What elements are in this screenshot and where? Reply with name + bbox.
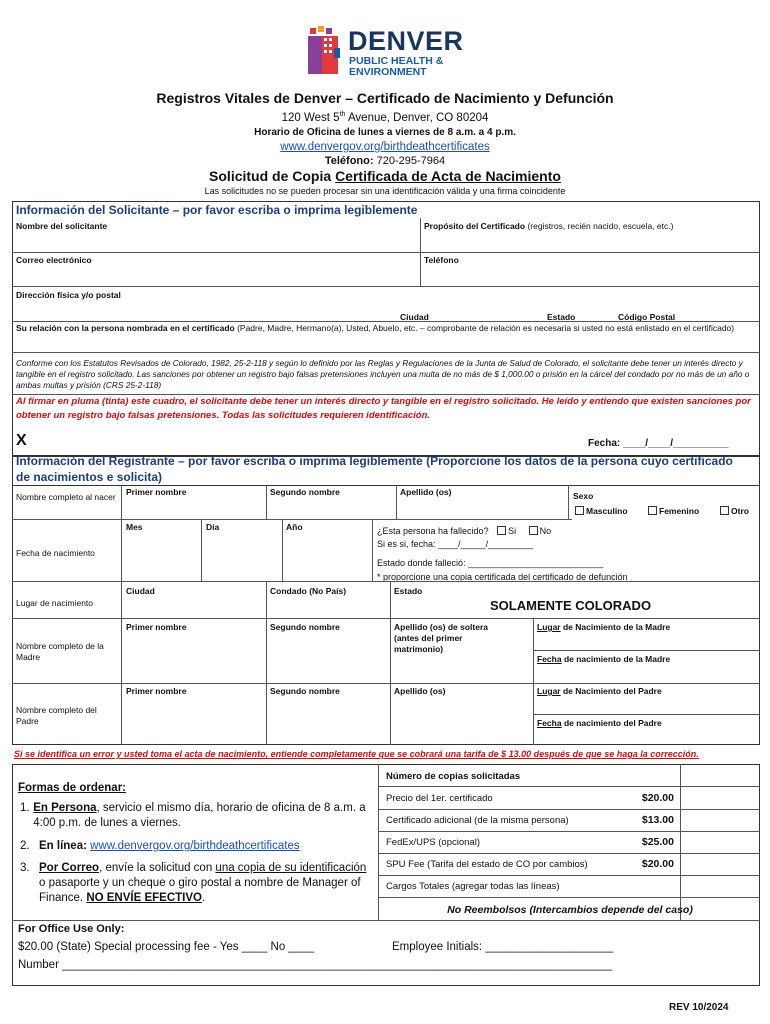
address-label: Dirección física y/o postal [16, 290, 121, 300]
office-number: Number ______________________________________________________________________________________ [18, 959, 613, 971]
death-state[interactable]: Estado donde falleció: ___________________________ [377, 558, 604, 568]
relation-label: Su relación con la persona nombrada en el certificado (Padre, Madre, Hermano(a), Usted, Abuelo, etc. – comprobante de relación es necesaria si usted no está enlistado en el certificado) [16, 323, 735, 333]
sex-label: Sexo [573, 491, 594, 501]
applicant-name-field[interactable] [16, 232, 416, 252]
pob-county-label: Condado (No País) [270, 586, 347, 596]
father-pob-label: Lugar de Nacimiento del Padre [537, 686, 662, 696]
fee-label: Precio del 1er. certificado [386, 793, 493, 804]
deceased-date[interactable]: Si es si, fecha: ____/_____/_________ [377, 539, 534, 549]
registrant-grid [12, 485, 760, 745]
state-label: Estado [547, 312, 576, 322]
no-refund: No Reembolsos (Intercambios depende del caso) [447, 904, 693, 916]
order-item-in-person: 1. En Persona, servicio el mismo día, horario de oficina de 8 a.m. a 4:00 p.m. de lunes a viernes. [20, 802, 366, 829]
last-name-label: Apellido (os) [400, 487, 452, 497]
signature-x: X [16, 432, 27, 449]
sex-male-option[interactable]: Masculino [575, 506, 628, 516]
purpose-field[interactable] [424, 232, 754, 252]
death-note: * proporcione una copia certificada del certificado de defunción [377, 572, 628, 582]
applicant-name-label: Nombre del solicitante [16, 221, 108, 231]
id-note: Las solicitudes no se pueden procesar sin una identificación válida y una firma coincidente [204, 186, 566, 196]
fee-row [378, 831, 760, 853]
fee-quantity-field[interactable] [682, 876, 758, 896]
deceased-no-checkbox[interactable] [529, 526, 538, 535]
father-last-label: Apellido (os) [394, 686, 446, 696]
signature-date[interactable]: Fecha: ____/____/__________ [588, 438, 729, 449]
address-field[interactable] [16, 300, 756, 312]
fullname-label: Nombre completo al nacer [16, 492, 116, 502]
father-middle-label: Segundo nombre [270, 686, 340, 696]
office-heading: For Office Use Only: [18, 923, 125, 935]
fee-amount: $25.00 [641, 836, 674, 848]
office-hours: Horario de Oficina de lunes a viernes de 8 a.m. a 4 p.m. [254, 127, 516, 138]
father-first-label: Primer nombre [126, 686, 187, 696]
purpose-label: Propósito del Certificado (registros, recién nacido, escuela, etc.) [424, 221, 674, 231]
email-label: Correo electrónico [16, 255, 92, 265]
year-label: Año [286, 522, 303, 532]
mother-first-label: Primer nombre [126, 622, 187, 632]
office-fee-line: $20.00 (State) Special processing fee - Yes ____ No ____ [18, 941, 315, 953]
sex-other-option[interactable]: Otro [720, 506, 749, 516]
office-address: 120 West 5th Avenue, Denver, CO 80204 [281, 111, 489, 124]
pob-label: Lugar de nacimiento [16, 598, 94, 608]
pob-state-label: Estado [394, 586, 423, 596]
fee-row [378, 853, 760, 875]
page-title: Registros Vitales de Denver – Certificado de Nacimiento y Defunción [156, 90, 614, 106]
office-phone: Teléfono: 720-295-7964 [324, 155, 446, 167]
fee-quantity-field[interactable] [682, 788, 758, 808]
order-item-online: 2. En línea: www.denvergov.org/birthdeathcertificates [20, 840, 300, 852]
male-checkbox[interactable] [575, 506, 584, 515]
mother-label: Nombre completo de la Madre [16, 641, 104, 662]
mother-pob-label: Lugar de Nacimiento de la Madre [537, 622, 671, 632]
mother-maiden-label: Apellido (os) de soltera (antes del primer matrimonio) [394, 622, 488, 654]
deceased-question: ¿Esta persona ha fallecido? Si No [377, 526, 552, 536]
phone-label: Teléfono [424, 255, 459, 265]
phone-field[interactable] [424, 266, 754, 286]
denver-logo [306, 24, 476, 80]
female-checkbox[interactable] [648, 506, 657, 515]
middle-name-label: Segundo nombre [270, 487, 340, 497]
only-colorado: SOLAMENTE COLORADO [490, 598, 652, 613]
fee-label: FedEx/UPS (opcional) [386, 837, 480, 848]
fee-label: SPU Fee (Tarifa del estado de CO por cambios) [386, 859, 588, 870]
first-name-label: Primer nombre [126, 487, 187, 497]
father-label: Nombre completo del Padre [16, 705, 97, 726]
fee-label: Cargos Totales (agregar todas las líneas) [386, 881, 560, 892]
fee-quantity-field[interactable] [682, 810, 758, 830]
fee-row [378, 875, 760, 897]
website-link[interactable]: www.denvergov.org/birthdeathcertificates [280, 141, 490, 153]
applicant-heading: Información del Solicitante – por favor escriba o imprima legiblemente [16, 203, 418, 217]
form-subtitle: Solicitud de Copia Certificada de Acta de Nacimiento [209, 168, 561, 184]
mother-middle-label: Segundo nombre [270, 622, 340, 632]
pob-city-label: Ciudad [126, 586, 155, 596]
fee-amount: $20.00 [641, 858, 674, 870]
fee-row [378, 787, 760, 809]
online-link[interactable]: www.denvergov.org/birthdeathcertificates [90, 840, 300, 852]
signature-warning: Al firmar en pluma (tinta) este cuadro, el solicitante debe tener un interés directo y tangible en el registro solicitado. He leído y entiendo que existen sanciones por obtener un registro bajo falsas pretensiones. Todas las solicitudes requieren identificación. [16, 396, 751, 421]
fee-amount: $20.00 [641, 792, 674, 804]
registrant-heading: Información del Registrante – por favor escriba o imprima legiblemente (Proporcione los datos de la persona cuyo certificado de nacimientos e solicita) [16, 454, 733, 484]
other-checkbox[interactable] [720, 506, 729, 515]
fee-row [378, 809, 760, 831]
fee-quantity-field[interactable] [682, 832, 758, 852]
order-item-mail: 3. Por Correo, envíe la solicitud con una copia de su identificación o pasaporte y un cheque o giro postal a nombre de Manager of Finance. NO ENVÍE EFECTIVO. [20, 862, 367, 904]
mother-dob-label: Fecha de nacimiento de la Madre [537, 654, 671, 664]
month-label: Mes [126, 522, 143, 532]
denver-logo-icon [306, 24, 342, 76]
day-label: Día [206, 522, 220, 532]
zip-label: Código Postal [618, 312, 676, 322]
logo-subtitle: PUBLIC HEALTH & ENVIRONMENT [349, 55, 444, 78]
deceased-yes-checkbox[interactable] [497, 526, 506, 535]
signature-field[interactable] [36, 434, 576, 452]
fee-quantity-field[interactable] [682, 854, 758, 874]
logo-name: DENVER [348, 26, 464, 56]
dob-label: Fecha de nacimiento [16, 548, 95, 558]
email-field[interactable] [16, 266, 416, 286]
city-label: Ciudad [400, 312, 429, 322]
fee-amount: $13.00 [641, 814, 674, 826]
statute-text: Conforme con los Estatutos Revisados de Colorado, 1982, 25-2-118 y según lo definido por las Reglas y Regulaciones de la Junta de Salud de Colorado, el solicitante debe tener un interés directo y tangible en el registro solicitado. Las sanciones por obtener un registro bajo falsas pretensiones incluyen una multa de no más de $ 1,000.00 o prisión en la cárcel del condado por no más de un año o ambas multas y prisión (CRS 25-2-118) [16, 358, 750, 390]
father-dob-label: Fecha de nacimiento del Padre [537, 718, 662, 728]
sex-female-option[interactable]: Femenino [648, 506, 699, 516]
fee-label: Certificado adicional (de la misma persona) [386, 815, 569, 826]
copies-label: Número de copias solicitadas [386, 771, 521, 782]
order-heading: Formas de ordenar: [18, 782, 126, 794]
office-initials: Employee Initials: ____________________ [392, 941, 614, 953]
correction-notice: Si se identifica un error y usted toma el acta de nacimiento, entiende completamente que se cobrará una tarifa de $ 13.00 después de que se haga la corrección. [14, 749, 699, 759]
revision: REV 10/2024 [669, 1002, 729, 1013]
